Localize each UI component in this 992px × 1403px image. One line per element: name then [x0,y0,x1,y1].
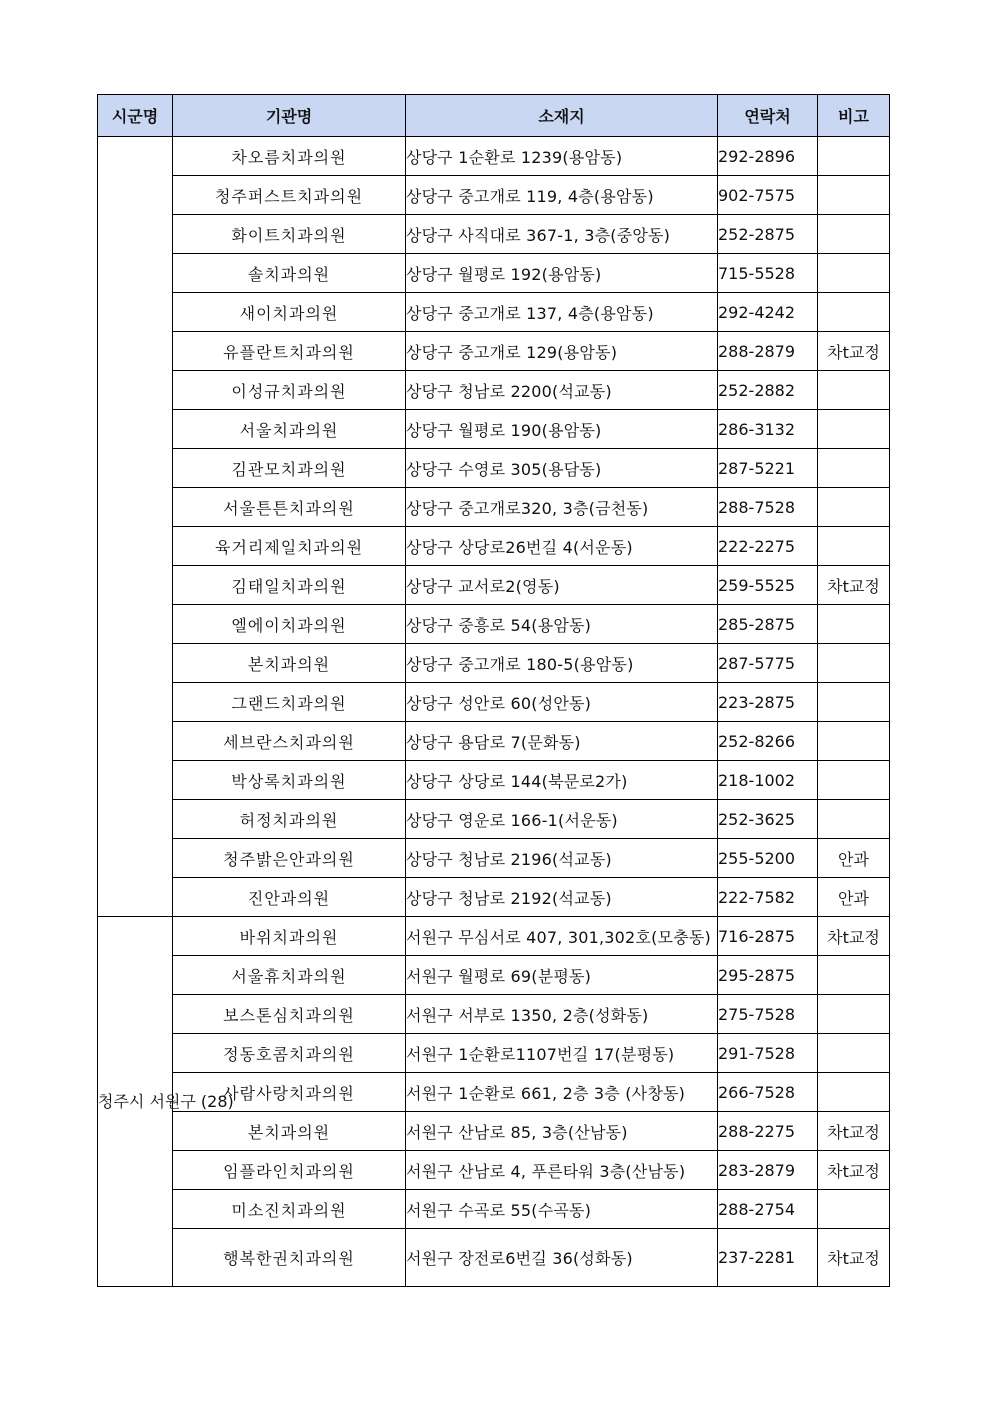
note-cell [818,488,890,527]
institution-name-cell: 화이트치과의원 [173,215,406,254]
phone-cell: 902-7575 [718,176,818,215]
institution-name-cell: 진안과의원 [173,878,406,917]
phone-cell: 715-5528 [718,254,818,293]
institution-name-cell: 솔치과의원 [173,254,406,293]
note-cell [818,683,890,722]
table-row [98,995,890,1034]
address-cell: 서원구 장전로6번길 36(성화동) [406,1229,718,1287]
table-header-row [98,95,890,137]
table-row [98,722,890,761]
address-cell: 상당구 월평로 190(용암동) [406,410,718,449]
phone-cell: 292-2896 [718,137,818,176]
table-row [98,605,890,644]
table-row [98,1151,890,1190]
phone-cell: 252-3625 [718,800,818,839]
address-cell: 상당구 중고개로 119, 4층(용암동) [406,176,718,215]
note-cell [818,371,890,410]
note-cell [818,956,890,995]
table-row [98,293,890,332]
note-cell: 차t교정 [818,332,890,371]
address-cell: 상당구 용담로 7(문화동) [406,722,718,761]
phone-cell: 255-5200 [718,839,818,878]
table-row [98,1112,890,1151]
institution-name-cell: 본치과의원 [173,644,406,683]
phone-cell: 285-2875 [718,605,818,644]
note-cell: 차t교정 [818,566,890,605]
region-cell [98,137,173,917]
note-cell [818,761,890,800]
phone-cell: 295-2875 [718,956,818,995]
address-cell: 상당구 중고개로320, 3층(금천동) [406,488,718,527]
table-row [98,1190,890,1229]
table-row [98,215,890,254]
address-cell: 상당구 1순환로 1239(용암동) [406,137,718,176]
table-row [98,761,890,800]
phone-cell: 218-1002 [718,761,818,800]
address-cell: 상당구 영운로 166-1(서운동) [406,800,718,839]
table-body [98,137,890,1287]
phone-cell: 288-2879 [718,332,818,371]
address-cell: 상당구 청남로 2200(석교동) [406,371,718,410]
institution-name-cell: 청주밝은안과의원 [173,839,406,878]
note-cell [818,1034,890,1073]
address-cell: 상당구 중고개로 180-5(용암동) [406,644,718,683]
institution-name-cell: 그랜드치과의원 [173,683,406,722]
note-cell [818,410,890,449]
note-cell [818,722,890,761]
table-row [98,1229,890,1287]
header-region: 시군명 [98,95,173,137]
address-cell: 상당구 교서로2(영동) [406,566,718,605]
phone-cell: 283-2879 [718,1151,818,1190]
institution-name-cell: 사람사랑치과의원 [173,1073,406,1112]
address-cell: 서원구 산남로 85, 3층(산남동) [406,1112,718,1151]
table-row [98,176,890,215]
note-cell [818,800,890,839]
address-cell: 상당구 성안로 60(성안동) [406,683,718,722]
table-row [98,644,890,683]
institution-name-cell: 임플라인치과의원 [173,1151,406,1190]
phone-cell: 292-4242 [718,293,818,332]
note-cell: 안과 [818,839,890,878]
table-row [98,839,890,878]
address-cell: 상당구 월평로 192(용암동) [406,254,718,293]
table-row [98,488,890,527]
address-cell: 서원구 월평로 69(분평동) [406,956,718,995]
note-cell: 차t교정 [818,917,890,956]
address-cell: 상당구 상당로 144(북문로2가) [406,761,718,800]
table-row [98,800,890,839]
phone-cell: 291-7528 [718,1034,818,1073]
institution-name-cell: 보스톤심치과의원 [173,995,406,1034]
note-cell [818,137,890,176]
address-cell: 상당구 중흥로 54(용암동) [406,605,718,644]
phone-cell: 252-2882 [718,371,818,410]
note-cell [818,527,890,566]
clinic-directory-table [97,94,890,1287]
institution-name-cell: 새이치과의원 [173,293,406,332]
address-cell: 상당구 중고개로 137, 4층(용암동) [406,293,718,332]
note-cell: 안과 [818,878,890,917]
address-cell: 상당구 청남로 2192(석교동) [406,878,718,917]
institution-name-cell: 허정치과의원 [173,800,406,839]
institution-name-cell: 바위치과의원 [173,917,406,956]
phone-cell: 288-2275 [718,1112,818,1151]
table-row [98,254,890,293]
institution-name-cell: 정동호콤치과의원 [173,1034,406,1073]
region-cell: 청주시 서원구 (28) [98,917,173,1287]
table-row [98,137,890,176]
institution-name-cell: 행복한권치과의원 [173,1229,406,1287]
phone-cell: 223-2875 [718,683,818,722]
address-cell: 서원구 무심서로 407, 301,302호(모충동) [406,917,718,956]
institution-name-cell: 유플란트치과의원 [173,332,406,371]
institution-name-cell: 김관모치과의원 [173,449,406,488]
phone-cell: 286-3132 [718,410,818,449]
table-row [98,917,890,956]
note-cell [818,293,890,332]
note-cell [818,1073,890,1112]
table-row [98,566,890,605]
address-cell: 서원구 1순환로 661, 2층 3층 (사창동) [406,1073,718,1112]
table-row [98,878,890,917]
phone-cell: 275-7528 [718,995,818,1034]
table-row [98,1034,890,1073]
note-cell [818,605,890,644]
table-row [98,410,890,449]
institution-name-cell: 서울튼튼치과의원 [173,488,406,527]
phone-cell: 288-7528 [718,488,818,527]
phone-cell: 266-7528 [718,1073,818,1112]
address-cell: 서원구 1순환로1107번길 17(분평동) [406,1034,718,1073]
phone-cell: 287-5221 [718,449,818,488]
note-cell: 차t교정 [818,1151,890,1190]
header-note: 비고 [818,95,890,137]
table-row [98,527,890,566]
table-row [98,449,890,488]
table-row [98,683,890,722]
table-row [98,332,890,371]
institution-name-cell: 서울휴치과의원 [173,956,406,995]
address-cell: 서원구 산남로 4, 푸른타워 3층(산남동) [406,1151,718,1190]
institution-name-cell: 육거리제일치과의원 [173,527,406,566]
institution-name-cell: 청주퍼스트치과의원 [173,176,406,215]
header-institution: 기관명 [173,95,406,137]
note-cell [818,995,890,1034]
phone-cell: 252-8266 [718,722,818,761]
address-cell: 상당구 중고개로 129(용암동) [406,332,718,371]
address-cell: 상당구 사직대로 367-1, 3층(중앙동) [406,215,718,254]
phone-cell: 222-2275 [718,527,818,566]
institution-name-cell: 세브란스치과의원 [173,722,406,761]
note-cell [818,254,890,293]
address-cell: 상당구 상당로26번길 4(서운동) [406,527,718,566]
institution-name-cell: 이성규치과의원 [173,371,406,410]
phone-cell: 287-5775 [718,644,818,683]
institution-name-cell: 엘에이치과의원 [173,605,406,644]
note-cell: 차t교정 [818,1229,890,1287]
phone-cell: 252-2875 [718,215,818,254]
phone-cell: 259-5525 [718,566,818,605]
table-row [98,371,890,410]
institution-name-cell: 미소진치과의원 [173,1190,406,1229]
phone-cell: 288-2754 [718,1190,818,1229]
address-cell: 상당구 수영로 305(용담동) [406,449,718,488]
institution-name-cell: 차오름치과의원 [173,137,406,176]
institution-name-cell: 본치과의원 [173,1112,406,1151]
institution-name-cell: 서울치과의원 [173,410,406,449]
header-address: 소재지 [406,95,718,137]
header-phone: 연락처 [718,95,818,137]
address-cell: 서원구 수곡로 55(수곡동) [406,1190,718,1229]
address-cell: 상당구 청남로 2196(석교동) [406,839,718,878]
note-cell [818,215,890,254]
table-row [98,956,890,995]
note-cell: 차t교정 [818,1112,890,1151]
phone-cell: 222-7582 [718,878,818,917]
note-cell [818,176,890,215]
institution-name-cell: 박상록치과의원 [173,761,406,800]
institution-name-cell: 김태일치과의원 [173,566,406,605]
note-cell [818,449,890,488]
address-cell: 서원구 서부로 1350, 2층(성화동) [406,995,718,1034]
note-cell [818,1190,890,1229]
note-cell [818,644,890,683]
phone-cell: 716-2875 [718,917,818,956]
phone-cell: 237-2281 [718,1229,818,1287]
